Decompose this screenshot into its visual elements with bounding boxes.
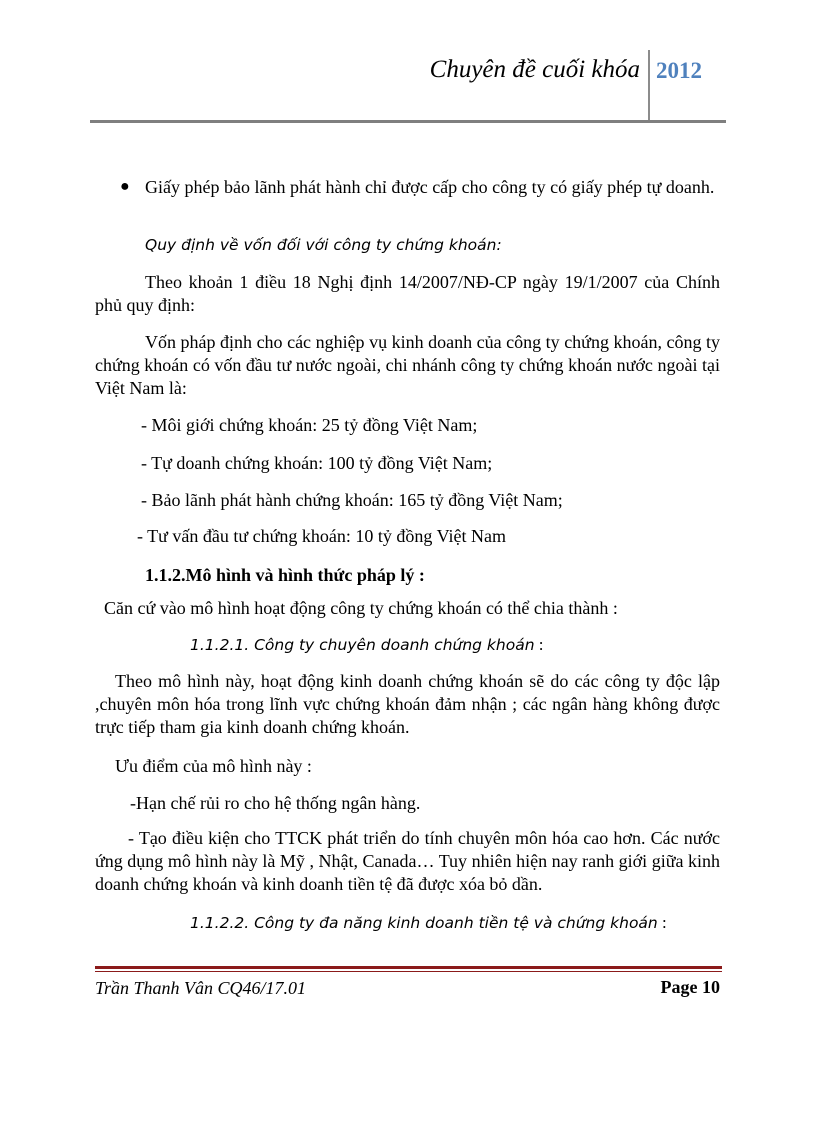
- list-item: - Tư vấn đầu tư chứng khoán: 10 tỷ đồng Việt Nam: [137, 526, 506, 546]
- footer-rule: [95, 966, 722, 969]
- subheading-suffix: :: [657, 913, 667, 932]
- header-year: 2012: [656, 58, 702, 83]
- header-title: Chuyên đề cuối khóa: [429, 56, 640, 83]
- subheading-universal: [190, 911, 667, 934]
- bullet-icon: ●: [120, 178, 130, 195]
- paragraph-conditions: - Tạo điều kiện cho TTCK phát triển do tính chuyên môn hóa cao hơn. Các nước ứng dụng mô hình này là Mỹ , Nhật, Canada… Tuy nhiên hiện nay ranh giới giữa kinh doanh chứng khoán và kinh doanh tiền tệ đã được xóa bỏ dần.: [95, 828, 720, 894]
- section-heading: 1.1.2.Mô hình và hình thức pháp lý :: [145, 565, 425, 585]
- list-item: - Tự doanh chứng khoán: 100 tỷ đồng Việt Nam;: [141, 453, 493, 473]
- header-rule: [90, 120, 726, 123]
- header-divider: [648, 50, 650, 122]
- paragraph-advantages: Ưu điểm của mô hình này :: [115, 756, 312, 776]
- list-item: - Môi giới chứng khoán: 25 tỷ đồng Việt Nam;: [141, 415, 478, 435]
- subheading-text: 1.1.2.1. Công ty chuyên doanh chứng khoán: [190, 636, 535, 654]
- list-item: - Bảo lãnh phát hành chứng khoán: 165 tỷ đồng Việt Nam;: [141, 490, 563, 510]
- subheading-text: 1.1.2.2. Công ty đa năng kinh doanh tiền tệ và chứng khoán: [190, 914, 658, 932]
- list-item: -Hạn chế rủi ro cho hệ thống ngân hàng.: [130, 793, 421, 813]
- paragraph-model: Theo mô hình này, hoạt động kinh doanh chứng khoán sẽ do các công ty độc lập ,chuyên môn hóa trong lĩnh vực chứng khoán đảm nhận ; các ngân hàng không được trực tiếp tham gia kinh doanh chứng khoán.: [95, 671, 720, 737]
- paragraph-classification: Căn cứ vào mô hình hoạt động công ty chứng khoán có thể chia thành :: [104, 598, 618, 618]
- subheading-suffix: :: [534, 635, 544, 654]
- subheading-specialized: [190, 633, 544, 656]
- footer-author: Trần Thanh Vân CQ46/17.01: [95, 978, 307, 998]
- paragraph-capital: Vốn pháp định cho các nghiệp vụ kinh doanh của công ty chứng khoán, công ty chứng khoán có vốn đầu tư nước ngoài, chi nhánh công ty chứng khoán nước ngoài tại Việt Nam là:: [95, 332, 720, 398]
- bullet-paragraph: Giấy phép bảo lãnh phát hành chỉ được cấp cho công ty có giấy phép tự doanh.: [145, 177, 715, 197]
- page-number: Page 10: [660, 977, 720, 997]
- italic-heading: Quy định về vốn đối với công ty chứng khoán:: [145, 236, 502, 254]
- footer-rule-thin: [95, 971, 722, 972]
- paragraph-decree: Theo khoản 1 điều 18 Nghị định 14/2007/NĐ-CP ngày 19/1/2007 của Chính phủ quy định:: [95, 272, 720, 315]
